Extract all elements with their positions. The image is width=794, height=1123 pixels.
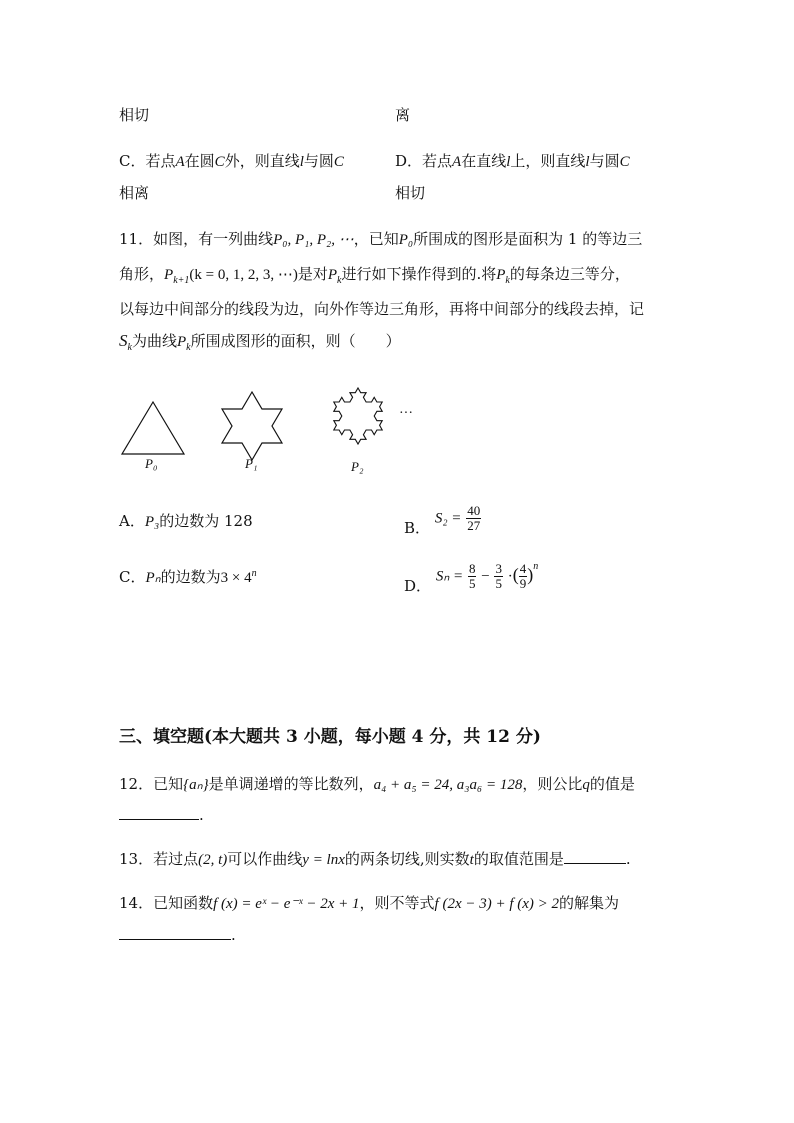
- q10-option-d-line2: 相切: [395, 184, 426, 202]
- q12-answer-blank[interactable]: [119, 805, 199, 820]
- q11-line1: 11．如图，有一列曲线P₀, P₁, P₂, ⋯，已知P₀所围成的图形是面积为 1 的等边三: [119, 230, 643, 248]
- q10-option-c: C．若点A在圆C外，则直线l与圆C: [119, 152, 344, 170]
- q13-line: 13．若过点(2, t)可以作曲线y = lnx的两条切线,则实数t的取值范围是 .: [119, 850, 631, 868]
- q12-line1: 12．已知{aₙ}是单调递增的等比数列，a₄ + a₅ = 24, a₃a₆ = 128，则公比q的值是: [119, 775, 635, 793]
- q14-line1: 14．已知函数f (x) = eˣ − e⁻ˣ − 2x + 1，则不等式f (2x − 3) + f (x) > 2的解集为: [119, 894, 620, 912]
- q11-line2: 角形，$P_{k+1}(k = 0$, 1, 2, 3, ⋯)是对$P_k$进行如下操作得到的.将$P_k$的每条边三等分，: [119, 265, 630, 286]
- q13-answer-blank[interactable]: [564, 849, 626, 864]
- q14-answer-line: .: [119, 925, 236, 944]
- curve-p2-snowflake: [334, 388, 382, 444]
- fraction-40-27: $\frac{40}{27}$: [467, 503, 481, 533]
- q14-answer-blank[interactable]: [119, 925, 231, 940]
- q10-option-c-line2: 相离: [119, 184, 150, 202]
- q12-answer-line: .: [119, 805, 204, 824]
- koch-curves-figure: [110, 370, 430, 480]
- label-p0: P₀: [145, 456, 158, 471]
- label-p1: P₁: [245, 456, 258, 471]
- q11-line3: 以每边中间部分的线段为边，向外作等边三角形，再将中间部分的线段去掉，记: [119, 300, 645, 318]
- q10-option-d: D．若点A在直线l上，则直线l与圆C: [395, 152, 630, 170]
- q11-option-b: B． S₂ = $\frac{40}{27}$: [404, 503, 481, 537]
- label-p2: P₂: [351, 459, 364, 474]
- curve-p0-triangle: [122, 402, 184, 454]
- q11-option-d: D． Sₙ = $\frac{8}{5}$ − $\frac{3}{5}$ ·( $\frac{4}{9}$ )$^n$: [404, 560, 539, 595]
- q11-option-a: A．P₃的边数为 128: [119, 512, 253, 530]
- q11-option-c: C．Pₙ的边数为$3 \times 4^n$: [119, 568, 257, 586]
- q10-option-a-tail: 离: [395, 106, 411, 124]
- q10-option-b-tail: 相切: [119, 106, 150, 124]
- curve-p1-star: [222, 392, 282, 460]
- section-heading: 三、填空题(本大题共 3 小题，每小题 4 分，共 12 分): [119, 727, 541, 747]
- q11-line4: $S_k$为曲线$P_k$所围成图形的面积，则（ ）: [119, 331, 401, 353]
- figure-ellipsis: ···: [399, 406, 413, 421]
